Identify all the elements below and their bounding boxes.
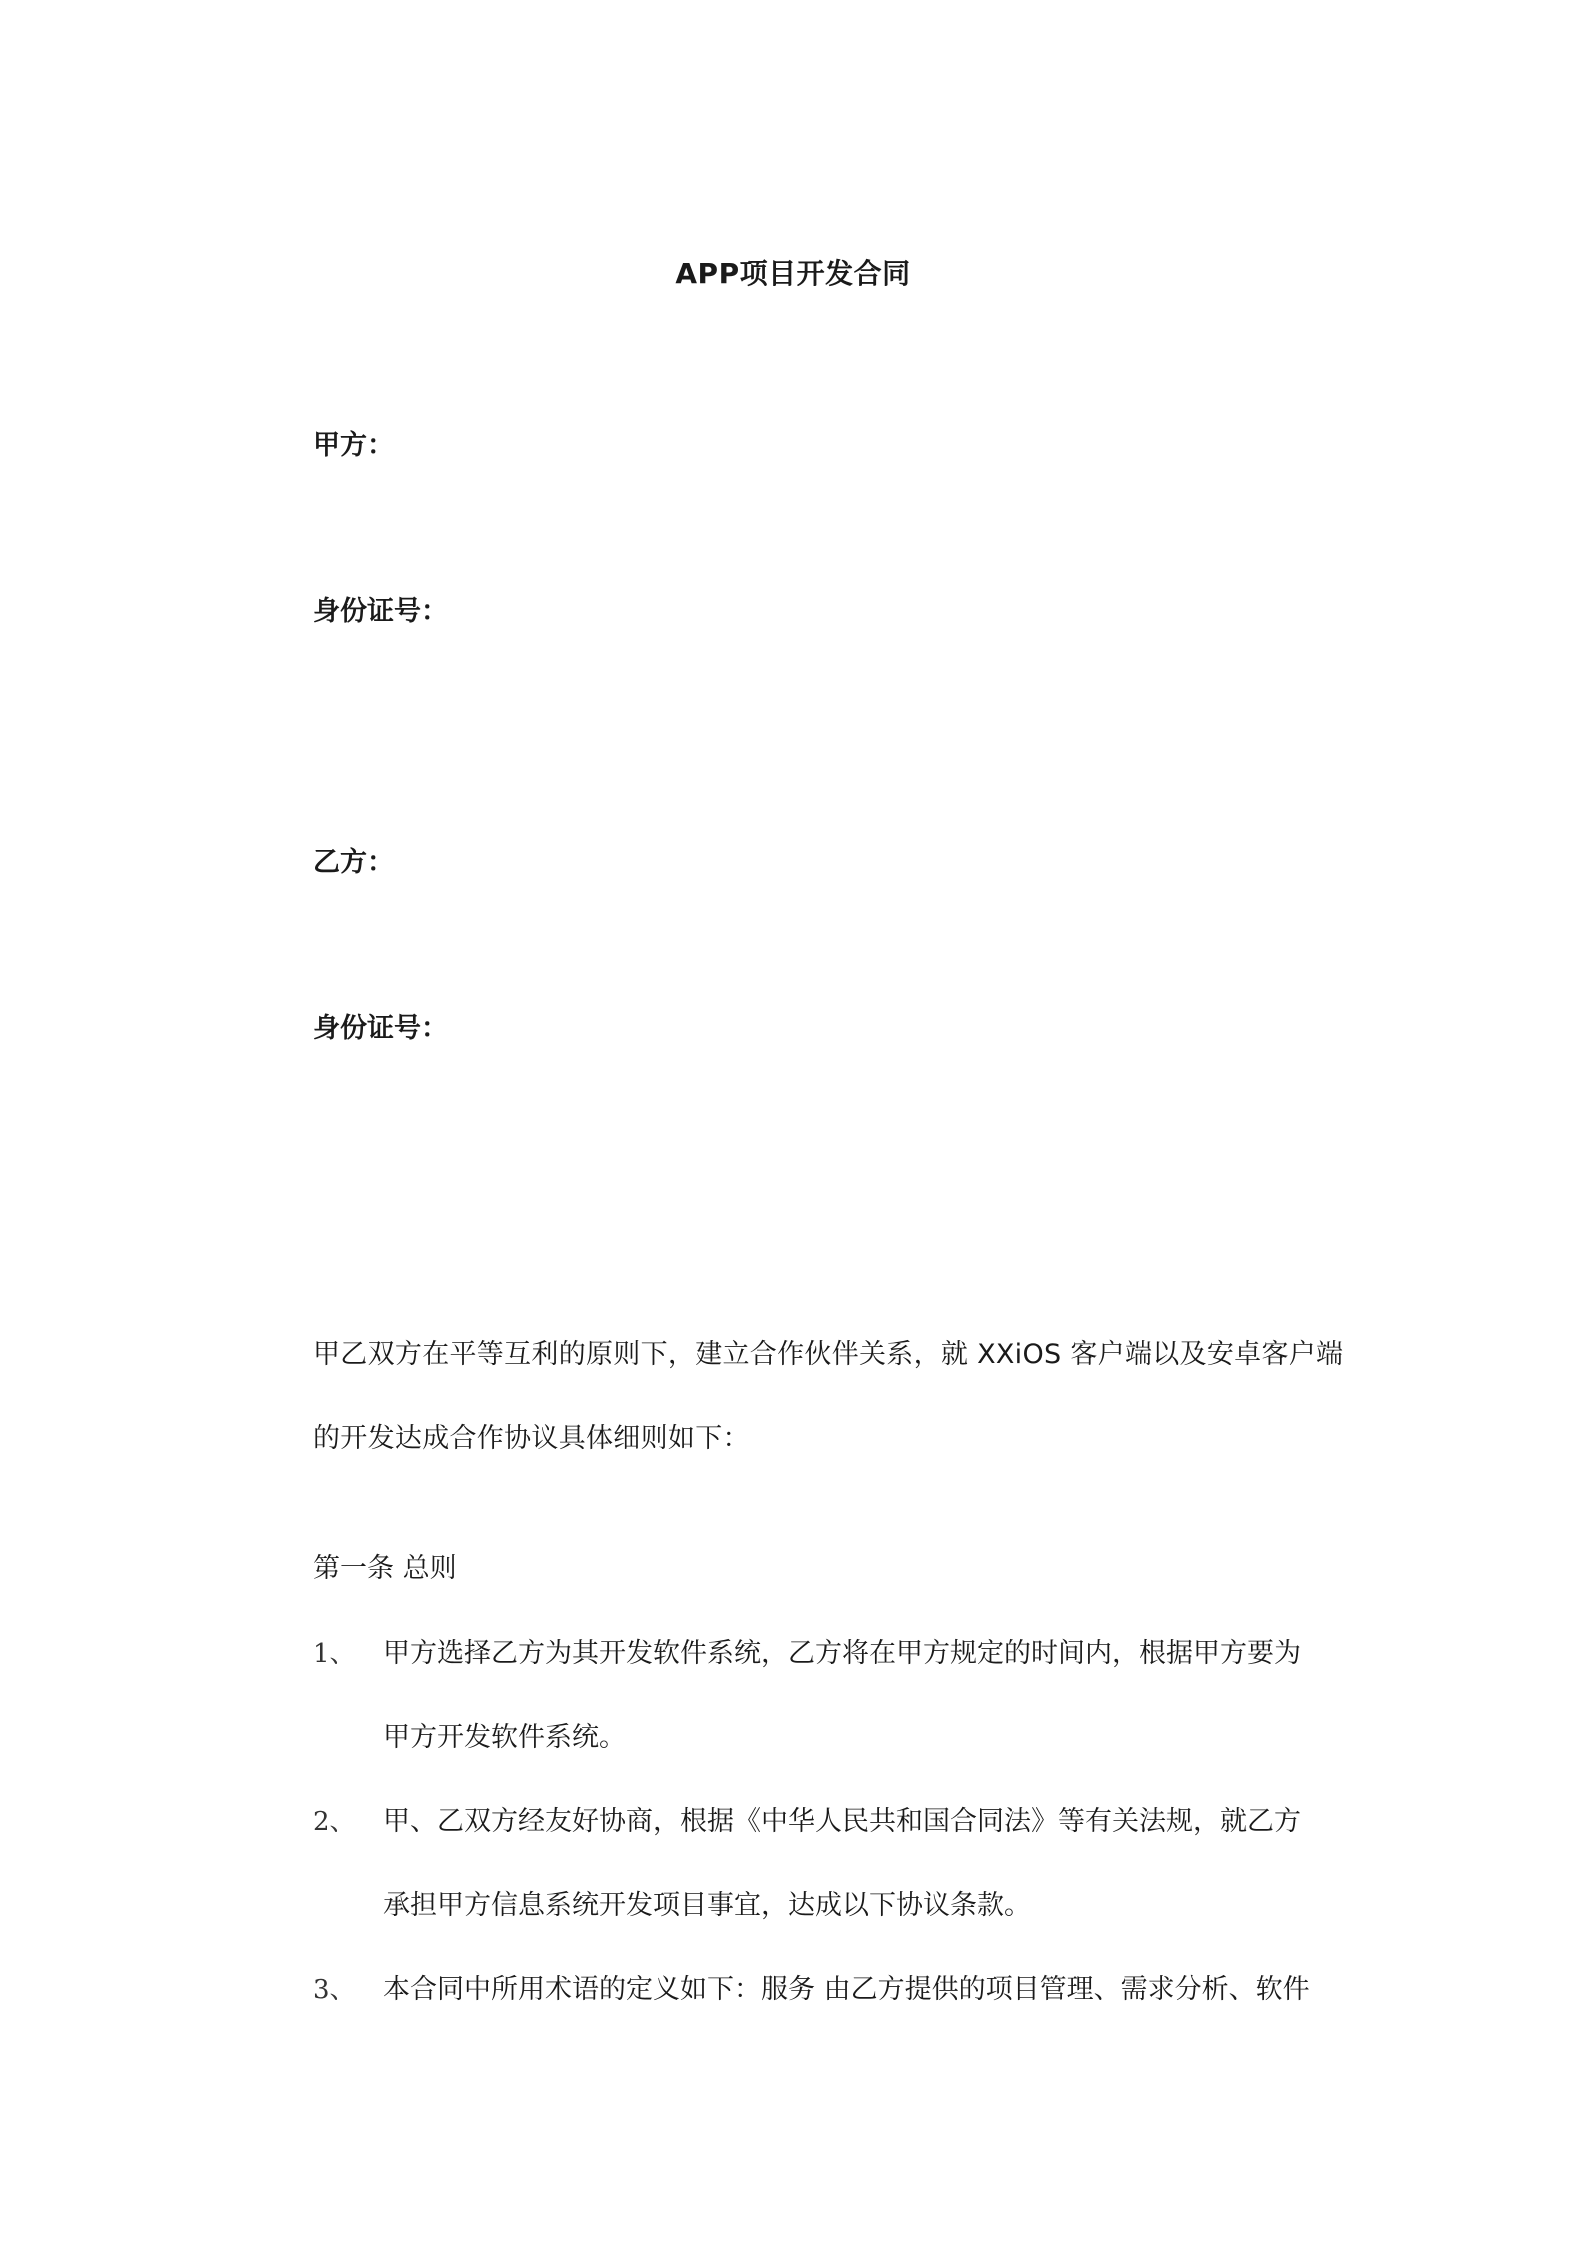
intro-line-2: 的开发达成合作协议具体细则如下： (313, 1423, 750, 1454)
list-item (313, 1780, 1348, 1948)
document-title: APP项目开发合同 (675, 257, 911, 290)
list-item (313, 1948, 1348, 2032)
party-b-id-label: 身份证号： (313, 1013, 448, 1044)
item-line: 甲、乙双方经友好协商，根据《中华人民共和国合同法》等有关法规，就乙方 (383, 1806, 1301, 1837)
list-item (313, 1612, 1348, 1780)
item-text (383, 1612, 1348, 1780)
party-b-label: 乙方： (313, 847, 394, 878)
section-heading: 第一条 总则 (313, 1553, 457, 1584)
item-text (383, 1948, 1348, 2032)
party-a-label: 甲方： (313, 430, 394, 461)
intro-line-1: 甲乙双方在平等互利的原则下，建立合作伙伴关系，就 XXiOS 客户端以及安卓客户端 (313, 1339, 1344, 1370)
item-line: 本合同中所用术语的定义如下：服务 由乙方提供的项目管理、需求分析、软件 (383, 1974, 1310, 2005)
item-number: 3、 (313, 1975, 356, 2005)
item-line: 甲方开发软件系统。 (383, 1722, 626, 1753)
party-a-id-label: 身份证号： (313, 596, 448, 627)
item-number: 1、 (313, 1639, 356, 1669)
intro-paragraph (313, 1313, 1348, 1481)
item-number: 2、 (313, 1807, 356, 1837)
item-line: 承担甲方信息系统开发项目事宜，达成以下协议条款。 (383, 1890, 1031, 1921)
item-line: 甲方选择乙方为其开发软件系统，乙方将在甲方规定的时间内，根据甲方要为 (383, 1638, 1301, 1669)
item-text (383, 1780, 1348, 1948)
